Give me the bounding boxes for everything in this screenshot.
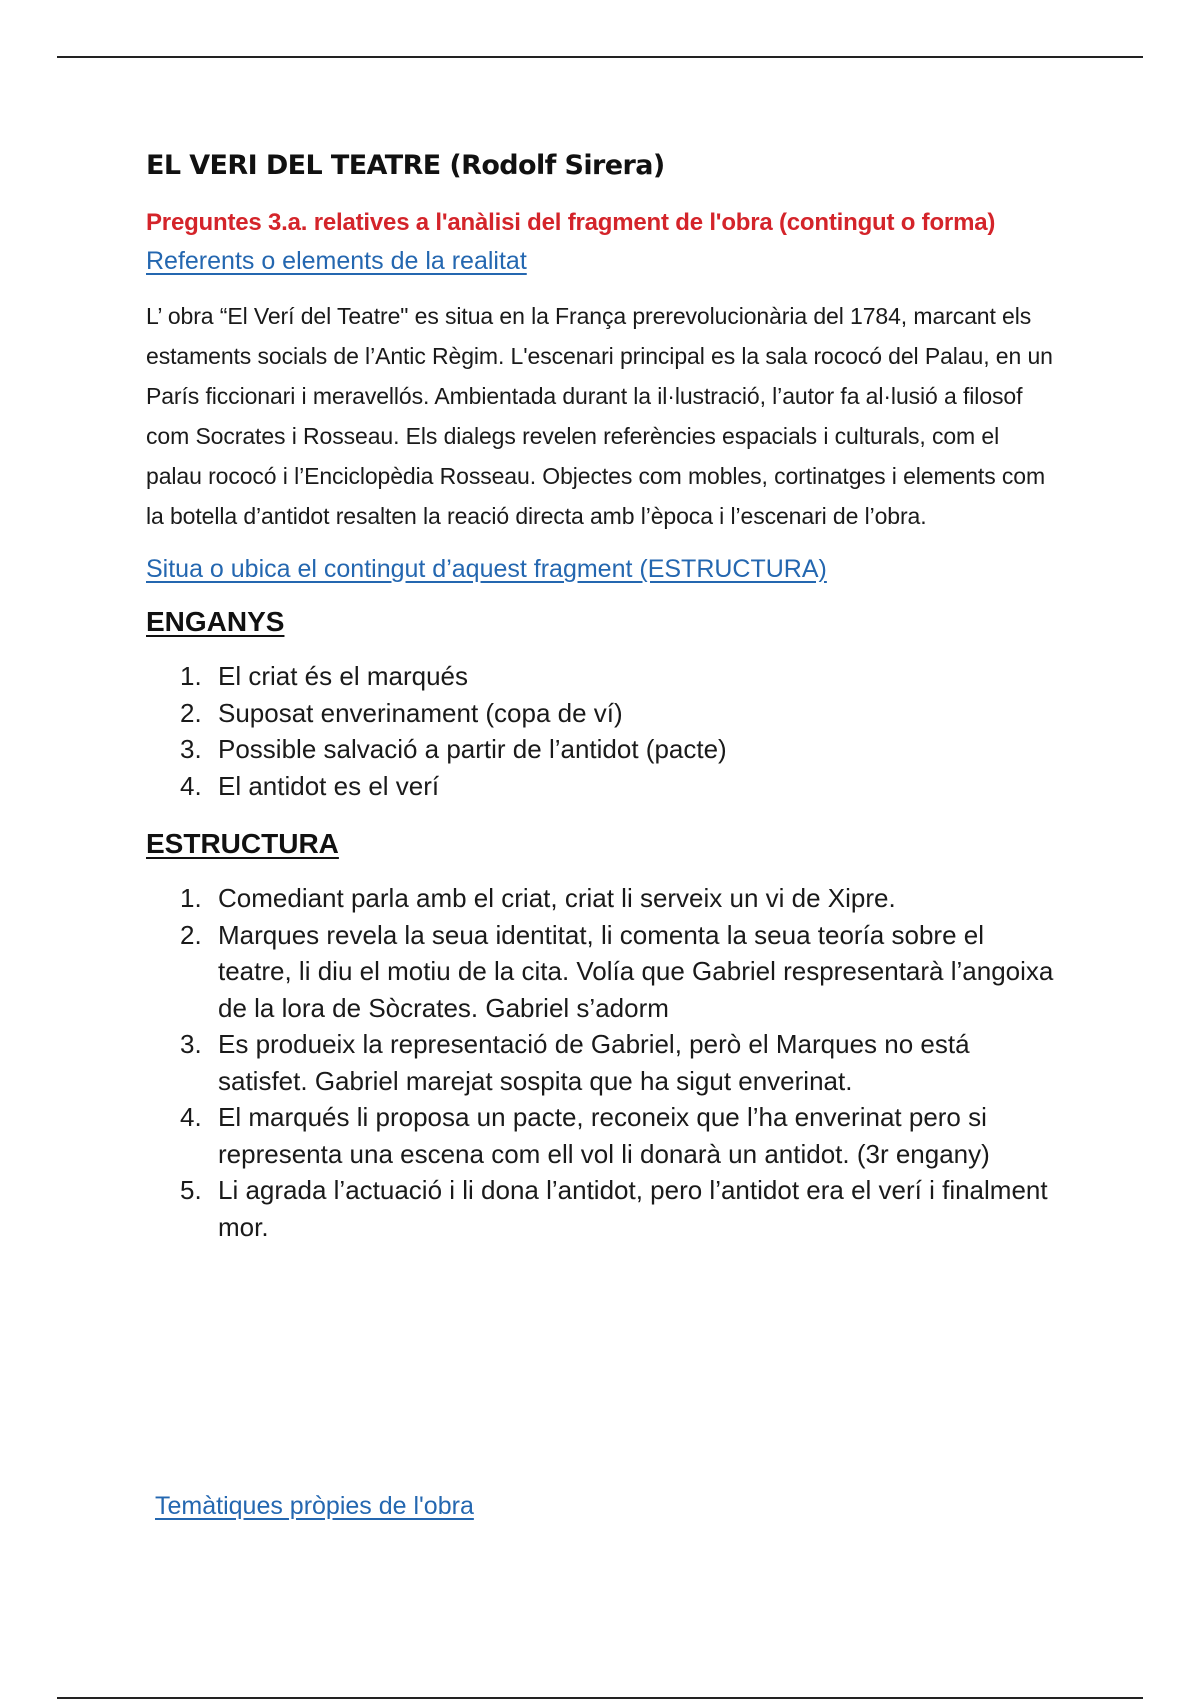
bottom-rule (57, 1697, 1143, 1699)
list-item (146, 1099, 1056, 1172)
list-item (146, 917, 1056, 1027)
list-item (146, 731, 1056, 768)
list-item-text: Es produeix la representació de Gabriel, però el Marques no está satisfet. Gabriel marejat sospita que ha sigut enverinat. (218, 1029, 970, 1096)
list-item-text: Comediant parla amb el criat, criat li serveix un vi de Xipre. (218, 883, 896, 913)
list-item (146, 695, 1056, 732)
list-item (146, 1172, 1056, 1245)
list-item-number: 1. (180, 883, 202, 913)
list-item-text: El criat és el marqués (218, 661, 468, 691)
list-item-text: Suposat enverinament (copa de ví) (218, 697, 623, 728)
list-item (146, 658, 1056, 695)
link-row-situa (146, 552, 1056, 586)
list-item-number: 3. (180, 734, 202, 764)
document-body (146, 148, 1056, 1245)
enganys-heading: ENGANYS (146, 606, 285, 637)
list-item-text: Li agrada l’actuació i li dona l’antidot, pero l’antidot era el verí i finalment mor. (218, 1175, 1048, 1242)
link-row-referents (146, 244, 1056, 278)
list-item-number: 4. (180, 770, 202, 801)
list-item-number: 2. (180, 697, 202, 728)
list-item-number: 2. (180, 919, 202, 950)
list-item-number: 3. (180, 1029, 202, 1059)
estructura-heading: ESTRUCTURA (146, 828, 339, 859)
link-situa-estructura[interactable]: Situa o ubica el contingut d’aquest fragment (ESTRUCTURA) (146, 555, 827, 583)
list-item (146, 880, 1056, 917)
document-title: EL VERI DEL TEATRE (Rodolf Sirera) (146, 150, 665, 181)
link-row-tematiques (155, 1489, 474, 1523)
list-item-number: 5. (180, 1175, 202, 1205)
list-item (146, 1026, 1056, 1099)
link-tematiques[interactable]: Temàtiques pròpies de l'obra (155, 1492, 474, 1520)
enganys-list (146, 658, 1056, 804)
list-item-number: 4. (180, 1102, 202, 1132)
estructura-list (146, 880, 1056, 1245)
list-item (146, 768, 1056, 805)
list-item-text: Possible salvació a partir de l’antidot (pacte) (218, 734, 727, 764)
list-item-text: Marques revela la seua identitat, li comenta la seua teoría sobre el teatre, li diu el motiu de la cita. Volía que Gabriel respresentarà l’angoixa de la lora de Sòcrates. Gabriel s’adorm (218, 919, 1054, 1023)
top-rule (57, 56, 1143, 58)
list-item-number: 1. (180, 661, 202, 691)
body-paragraph: L’ obra “El Verí del Teatre" es situa en la França prerevolucionària del 1784, marcant els estaments socials de l’Antic Règim. L'escenari principal es la sala rococó del Palau, en un París ficcionari i meravellós. Ambientada durant la il·lustració, l’autor fa al·lusió a filosof com Socrates i Rosseau. Els dialegs revelen referències espacials i culturals, com el palau rococó i l’Enciclopèdia Rosseau. Objectes com mobles, cortinatges i elements com la botella d’antidot resalten la reació directa amb l’època i l’escenari de l’obra. (146, 303, 1053, 529)
section-heading: Preguntes 3.a. relatives a l'anàlisi del fragment de l'obra (contingut o forma) (146, 209, 996, 236)
list-item-text: El marqués li proposa un pacte, reconeix que l’ha enverinat pero si representa una escena com ell vol li donarà un antidot. (3r engany) (218, 1102, 990, 1169)
list-item-text: El antidot es el verí (218, 770, 440, 801)
link-referents[interactable]: Referents o elements de la realitat (146, 247, 527, 275)
